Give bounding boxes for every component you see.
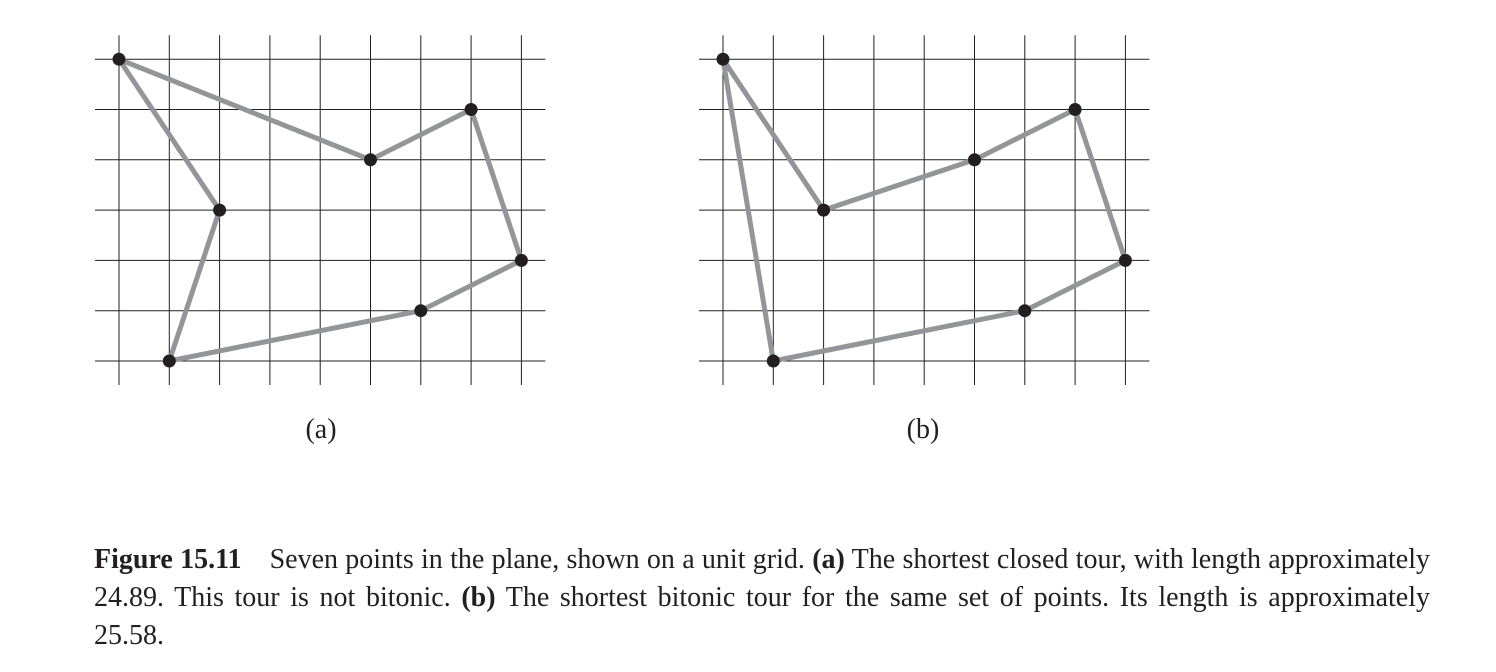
caption-part-a-label: (a)	[812, 544, 845, 575]
point	[1119, 254, 1132, 267]
caption-part-b-label: (b)	[461, 582, 496, 613]
figure-caption	[94, 541, 1430, 655]
point	[968, 153, 981, 166]
point	[213, 204, 226, 217]
tour-plot-b	[696, 30, 1166, 390]
tour-edge	[471, 110, 521, 261]
point	[364, 153, 377, 166]
caption-text-1: Seven points in the plane, shown on a unit grid.	[269, 544, 813, 575]
figure-number: Figure 15.11	[94, 544, 242, 575]
point	[414, 304, 427, 317]
panel-b-label: (b)	[906, 414, 940, 445]
tour-edge	[169, 311, 420, 361]
panel-b-figure	[696, 30, 1166, 390]
caption-text-3: The shortest bitonic tour for the same set of points. Its length is approximately 25.58.	[94, 582, 1430, 651]
panel-a-figure	[92, 30, 562, 390]
point	[163, 355, 176, 368]
tour-edge	[824, 160, 975, 210]
tour-edge	[169, 210, 219, 361]
tour-edge	[773, 311, 1025, 361]
point	[717, 53, 730, 66]
point	[515, 254, 528, 267]
point	[113, 53, 126, 66]
point	[767, 355, 780, 368]
point	[465, 103, 478, 116]
point	[1018, 304, 1031, 317]
tour-edge	[1075, 110, 1125, 261]
point	[817, 204, 830, 217]
panel-a-label: (a)	[305, 414, 337, 445]
caption-text-2: The shortest closed tour, with length approximately 24.89. This tour is not bitonic.	[94, 544, 1431, 613]
point	[1069, 103, 1082, 116]
tour-plot-a	[92, 30, 562, 390]
